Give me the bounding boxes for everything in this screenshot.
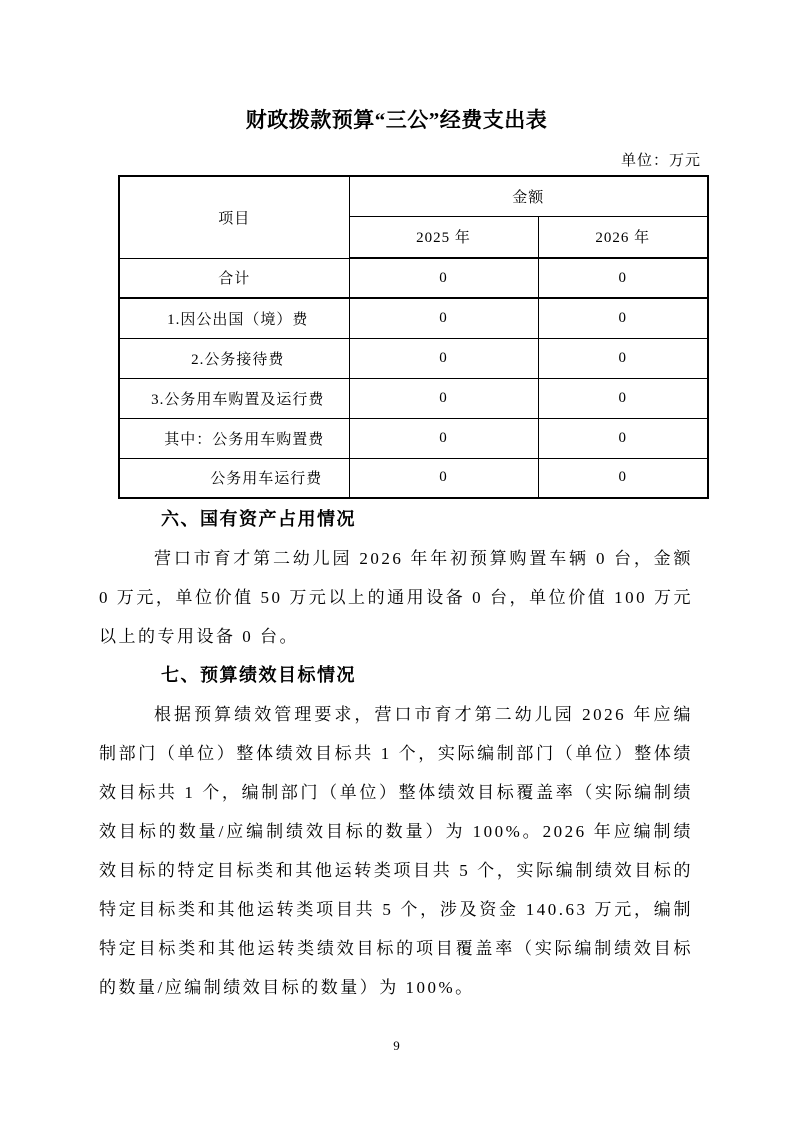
value-cell-2025: 0 xyxy=(349,258,538,298)
value-cell-2025: 0 xyxy=(349,418,538,458)
value-cell-2026: 0 xyxy=(538,298,708,338)
row-label: 其中：公务用车购置费 xyxy=(119,418,349,458)
table-header-row-amount xyxy=(119,176,708,216)
table-row xyxy=(119,418,708,458)
header-cell-amount: 金额 xyxy=(349,176,708,216)
value-cell-2026: 0 xyxy=(538,418,708,458)
value-cell-2026: 0 xyxy=(538,458,708,498)
value-cell-2025: 0 xyxy=(349,298,538,338)
unit-label: 单位：万元 xyxy=(620,153,701,169)
value-cell-2025: 0 xyxy=(349,458,538,498)
three-public-expense-table xyxy=(118,175,709,499)
row-label: 1.因公出国（境）费 xyxy=(119,298,349,338)
section-paragraph-6: 营口市育才第二幼儿园 2026 年年初预算购置车辆 0 台，金额 0 万元，单位价值 50 万元以上的通用设备 0 台，单位价值 100 万元以上的专用设备 0 台。 xyxy=(99,549,693,646)
document-title: 财政拨款预算“三公”经费支出表 xyxy=(245,108,548,132)
value-cell-2025: 0 xyxy=(349,378,538,418)
table-row xyxy=(119,298,708,338)
page-number: 9 xyxy=(393,1038,400,1053)
value-cell-2026: 0 xyxy=(538,258,708,298)
table-row-total xyxy=(119,258,708,298)
value-cell-2026: 0 xyxy=(538,378,708,418)
table-row xyxy=(119,338,708,378)
header-cell-year-2025: 2025 年 xyxy=(349,216,538,258)
table-row xyxy=(119,378,708,418)
row-label: 合计 xyxy=(119,258,349,298)
table-row xyxy=(119,458,708,498)
value-cell-2026: 0 xyxy=(538,338,708,378)
section-heading-7: 七、预算绩效目标情况 xyxy=(161,665,356,685)
row-label: 2.公务接待费 xyxy=(119,338,349,378)
header-cell-year-2026: 2026 年 xyxy=(538,216,708,258)
row-label: 3.公务用车购置及运行费 xyxy=(119,378,349,418)
section-paragraph-7: 根据预算绩效管理要求，营口市育才第二幼儿园 2026 年应编制部门（单位）整体绩效目标共 1 个，实际编制部门（单位）整体绩效目标共 1 个，编制部门（单位）整体绩效目标覆盖率（实际编制绩效目标的数量/应编制绩效目标的数量）为 100%。2026 年应编制绩效目标的特定目标类和其他运转类项目共 5 个，实际编制绩效目标的特定目标类和其他运转类项目共 5 个，涉及资金 140.63 万元，编制特定目标类和其他运转类绩效目标的项目覆盖率（实际编制绩效目标的数量/应编制绩效目标的数量）为 100%。 xyxy=(99,705,693,997)
document-body xyxy=(99,500,693,1007)
section-heading-6: 六、国有资产占用情况 xyxy=(161,509,356,529)
value-cell-2025: 0 xyxy=(349,338,538,378)
row-label: 公务用车运行费 xyxy=(119,458,349,498)
header-cell-item: 项目 xyxy=(119,176,349,258)
